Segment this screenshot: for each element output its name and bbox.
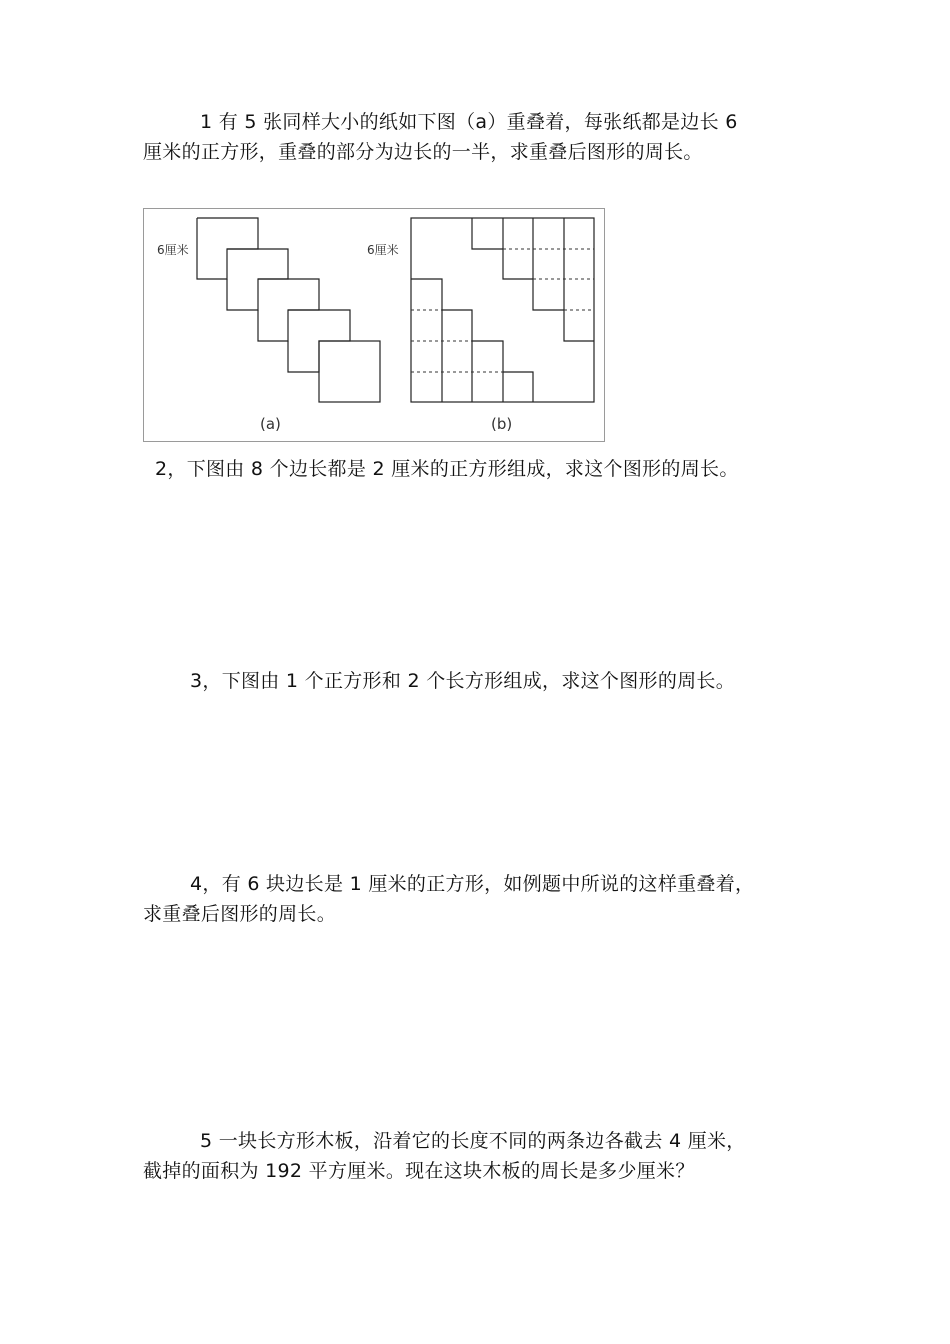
problem-5-line-2: 截掉的面积为 192 平方厘米。现在这块木板的周长是多少厘米？	[143, 1160, 695, 1182]
problem-4-line-2: 求重叠后图形的周长。	[143, 903, 337, 925]
problem-4-line-1: 4，有 6 块边长是 1 厘米的正方形，如例题中所说的这样重叠着，	[190, 873, 755, 895]
problem-3-text: 3，下图由 1 个正方形和 2 个长方形组成，求这个图形的周长。	[190, 670, 736, 692]
figure-b-caption: (b)	[491, 415, 513, 433]
problem-2-text: 2，下图由 8 个边长都是 2 厘米的正方形组成，求这个图形的周长。	[155, 458, 739, 480]
figure-a-side-label: 6厘米	[157, 243, 189, 257]
overlapping-squares-diagram	[143, 208, 605, 442]
problem-5-line-1: 5 一块长方形木板，沿着它的长度不同的两条边各截去 4 厘米，	[200, 1130, 746, 1152]
problem-1-figure	[143, 208, 605, 442]
figure-a-caption: (a)	[260, 415, 281, 433]
problem-1-line-1: 1 有 5 张同样大小的纸如下图（a）重叠着，每张纸都是边长 6	[200, 111, 738, 133]
problem-1-line-2: 厘米的正方形，重叠的部分为边长的一半，求重叠后图形的周长。	[143, 141, 703, 163]
figure-b-side-label: 6厘米	[367, 243, 399, 257]
